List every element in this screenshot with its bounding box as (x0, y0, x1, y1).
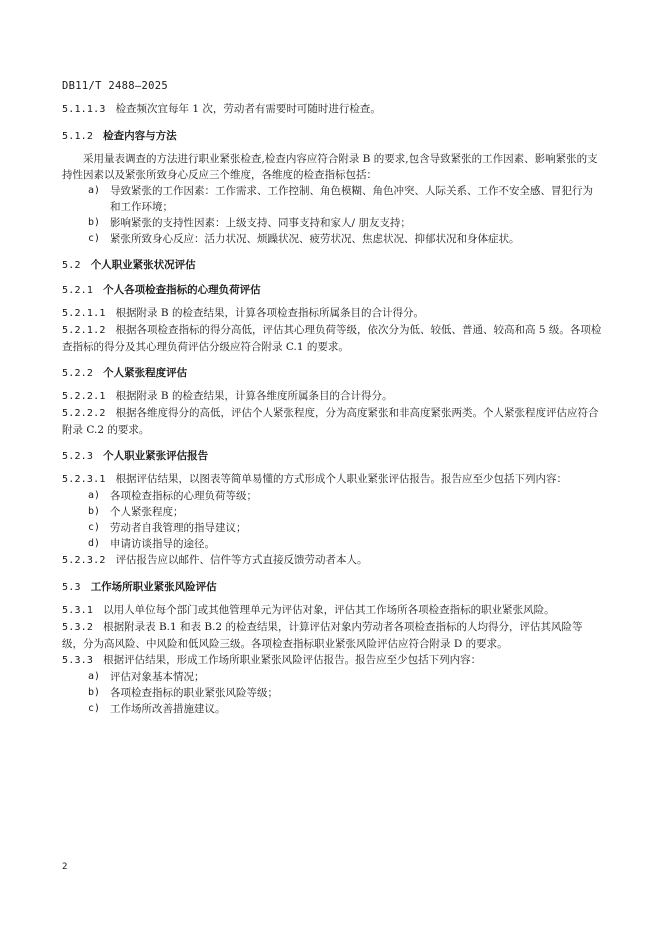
list-item (62, 488, 603, 504)
heading-number: 5.3 (62, 582, 81, 593)
page-number: 2 (62, 862, 68, 872)
list-marker: a) (88, 185, 101, 196)
heading-title: 个人紧张程度评估 (103, 367, 188, 379)
clause-text: 以用人单位每个部门或其他管理单元为评估对象，评估其工作场所各项检查指标的职业紧张风险。 (103, 604, 555, 616)
heading-title: 工作场所职业紧张风险评估 (90, 581, 217, 593)
list-marker: c) (88, 522, 101, 533)
list-marker: c) (88, 703, 101, 714)
heading-number: 5.2.2 (62, 368, 94, 379)
clause-5-3-2 (62, 619, 603, 652)
clause-5-3-3 (62, 652, 603, 669)
clause-number: 5.1.1.3 (62, 104, 106, 115)
clause-number: 5.2.2.2 (62, 408, 106, 419)
list-item-text: 申请访谈指导的途径。 (110, 538, 215, 550)
list-item-text: 紧张所致身心反应：活力状况、烦躁状况、疲劳状况、焦虑状况、抑郁状况和身体症状。 (110, 233, 520, 245)
clause-5-1-1-3 (62, 101, 603, 118)
heading-title: 个人各项检查指标的心理负荷评估 (103, 284, 261, 296)
clause-number: 5.3.3 (62, 655, 94, 666)
clause-number: 5.2.1.2 (62, 325, 106, 336)
heading-title: 个人职业紧张评估报告 (103, 450, 209, 462)
heading-number: 5.2.1 (62, 285, 94, 296)
list-item-text: 评估对象基本情况； (110, 671, 205, 683)
list-item (62, 701, 603, 717)
heading-number: 5.1.2 (62, 131, 94, 142)
clause-number: 5.3.2 (62, 622, 94, 633)
clause-5-2-1-1 (62, 305, 603, 322)
heading-number: 5.2 (62, 260, 81, 271)
list-item (62, 520, 603, 536)
clause-text: 根据各项检查指标的得分高低，评估其心理负荷等级，依次分为低、较低、普通、较高和高 5 级。各项检查指标的得分及其心理负荷评估分级应符合附录 C.1 的要求。 (62, 324, 602, 353)
document-id-header: DB11/T 2488—2025 (62, 80, 168, 92)
list-item-text: 导致紧张的工作因素：工作需求、工作控制、角色模糊、角色冲突、人际关系、工作不安全感、冒犯行为和工作环境； (110, 185, 593, 213)
list-item-text: 影响紧张的支持性因素：上级支持、同事支持和家人/ 朋友支持； (110, 217, 411, 229)
heading-5-2 (62, 257, 603, 274)
list-item-text: 各项检查指标的心理负荷等级； (110, 490, 257, 502)
clause-5-2-2-2 (62, 405, 603, 438)
clause-text: 根据各维度得分的高低，评估个人紧张程度，分为高度紧张和非高度紧张两类。个人紧张程度评估应符合附录 C.2 的要求。 (62, 407, 599, 436)
clause-text: 根据附录 B 的检查结果，计算各项检查指标所属条目的合计得分。 (115, 307, 424, 319)
list-marker: c) (88, 233, 101, 244)
list-marker: b) (88, 217, 101, 228)
list-marker: b) (88, 506, 101, 517)
list-5-1-2 (62, 183, 603, 247)
clause-text: 检查频次宜每年 1 次，劳动者有需要时可随时进行检查。 (115, 103, 381, 115)
heading-title: 个人职业紧张状况评估 (90, 259, 196, 271)
clause-text: 根据附录表 B.1 和表 B.2 的检查结果，计算评估对象内劳动者各项检查指标的人均得分，评估其风险等级，分为高风险、中风险和低风险三级。各项检查指标职业紧张风险评估应符合附录 D 的要求。 (62, 621, 583, 650)
heading-5-2-3 (62, 448, 603, 465)
list-item-text: 个人紧张程度； (110, 506, 184, 518)
clause-text: 根据评估结果，以图表等简单易懂的方式形成个人职业紧张评估报告。报告应至少包括下列内容： (115, 473, 568, 485)
list-item (62, 669, 603, 685)
page-body (62, 101, 603, 717)
clause-5-2-3-1 (62, 471, 603, 488)
list-marker: b) (88, 687, 101, 698)
list-marker: a) (88, 490, 101, 501)
list-5-3-3 (62, 669, 603, 717)
clause-5-2-2-1 (62, 388, 603, 405)
list-item-text: 工作场所改善措施建议。 (110, 703, 226, 715)
heading-title: 检查内容与方法 (103, 130, 177, 142)
list-item (62, 215, 603, 231)
heading-number: 5.2.3 (62, 451, 94, 462)
list-marker: d) (88, 538, 101, 549)
list-item-text: 各项检查指标的职业紧张风险等级； (110, 687, 278, 699)
list-item (62, 536, 603, 552)
clause-text: 评估报告应以邮件、信件等方式直接反馈劳动者本人。 (115, 554, 368, 566)
paragraph-5-1-2: 采用量表调查的方法进行职业紧张检查,检查内容应符合附录 B 的要求,包含导致紧张的工作因素、影响紧张的支持性因素以及紧张所致身心反应三个维度，各维度的检查指标包括： (62, 153, 598, 181)
clause-number: 5.2.3.1 (62, 474, 106, 485)
list-item (62, 183, 603, 215)
list-item (62, 685, 603, 701)
list-item-text: 劳动者自我管理的指导建议； (110, 522, 247, 534)
clause-number: 5.2.2.1 (62, 391, 106, 402)
clause-text: 根据评估结果，形成工作场所职业紧张风险评估报告。报告应至少包括下列内容： (103, 654, 482, 666)
heading-5-2-2 (62, 365, 603, 382)
list-marker: a) (88, 671, 101, 682)
clause-text: 根据附录 B 的检查结果，计算各维度所属条目的合计得分。 (115, 390, 393, 402)
clause-5-3-1 (62, 602, 603, 619)
list-item (62, 231, 603, 247)
heading-5-3 (62, 579, 603, 596)
clause-number: 5.3.1 (62, 605, 94, 616)
clause-number: 5.2.1.1 (62, 308, 106, 319)
list-5-2-3-1 (62, 488, 603, 552)
heading-5-2-1 (62, 282, 603, 299)
clause-5-2-1-2 (62, 322, 603, 355)
list-item (62, 504, 603, 520)
clause-5-2-3-2 (62, 552, 603, 569)
clause-number: 5.2.3.2 (62, 555, 106, 566)
heading-5-1-2 (62, 128, 603, 145)
